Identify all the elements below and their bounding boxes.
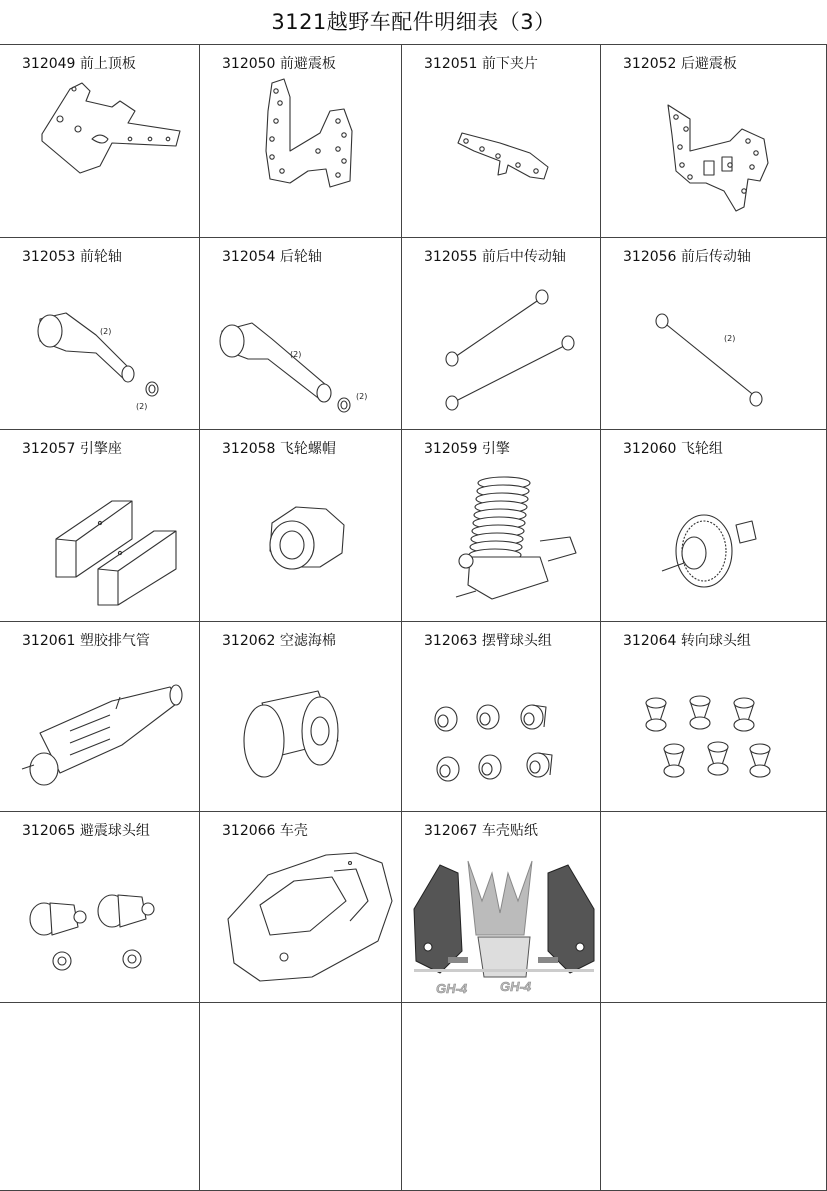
- parts-illustrations: [0, 45, 827, 1191]
- part-label: 312053 前轮轴: [22, 249, 122, 265]
- qty-label: (2): [136, 402, 148, 411]
- page-title: 3121越野车配件明细表（3）: [271, 10, 556, 34]
- air-filter-sponge-icon: [244, 691, 338, 777]
- part-label: 312067 车壳贴纸: [424, 823, 538, 839]
- engine-mount-icon: [56, 501, 176, 605]
- flywheel-set-icon: [662, 515, 756, 587]
- front-shock-tower-icon: [266, 79, 352, 187]
- plastic-exhaust-pipe-icon: [22, 685, 182, 785]
- decal-text: GH-4: [500, 979, 532, 994]
- part-label: 312059 引擎: [424, 441, 510, 457]
- part-label: 312066 车壳: [222, 823, 308, 839]
- part-label: 312058 飞轮螺帽: [222, 441, 336, 457]
- flywheel-nut-icon: [270, 507, 344, 569]
- decal-text: GH-4: [436, 981, 468, 996]
- qty-label: (2): [100, 327, 112, 336]
- rear-axle-icon: [220, 323, 367, 412]
- part-label: 312061 塑胶排气管: [22, 633, 150, 649]
- qty-label: (2): [724, 334, 736, 343]
- part-label: 312060 飞轮组: [623, 441, 723, 457]
- shock-ball-end-set-icon: [30, 895, 154, 970]
- part-label: 312051 前下夹片: [424, 56, 538, 72]
- front-axle-icon: [38, 313, 158, 411]
- car-body-shell-icon: [228, 853, 392, 981]
- part-label: 312049 前上顶板: [22, 56, 136, 72]
- rear-shock-tower-icon: [668, 105, 768, 211]
- center-drive-shaft-icon: [446, 290, 574, 410]
- part-label: 312055 前后中传动轴: [424, 249, 566, 265]
- part-label: 312064 转向球头组: [623, 633, 751, 649]
- qty-label: (2): [356, 392, 368, 401]
- part-label: 312054 后轮轴: [222, 249, 322, 265]
- steering-ball-end-set-icon: [646, 696, 770, 777]
- parts-table: [0, 44, 827, 1190]
- part-label: 312062 空滤海棉: [222, 633, 336, 649]
- part-label: 312065 避震球头组: [22, 823, 150, 839]
- part-label: 312052 后避震板: [623, 56, 737, 72]
- part-label: 312057 引擎座: [22, 441, 122, 457]
- body-decal-sticker-icon: [414, 861, 594, 996]
- front-top-plate-icon: [42, 83, 180, 173]
- part-label: 312056 前后传动轴: [623, 249, 751, 265]
- drive-shaft-icon: [656, 314, 762, 406]
- engine-icon: [456, 477, 576, 599]
- arm-ball-end-set-icon: [435, 705, 552, 781]
- qty-label: (2): [290, 350, 302, 359]
- front-lower-clamp-icon: [458, 133, 548, 179]
- part-label: 312050 前避震板: [222, 56, 336, 72]
- part-label: 312063 摆臂球头组: [424, 633, 552, 649]
